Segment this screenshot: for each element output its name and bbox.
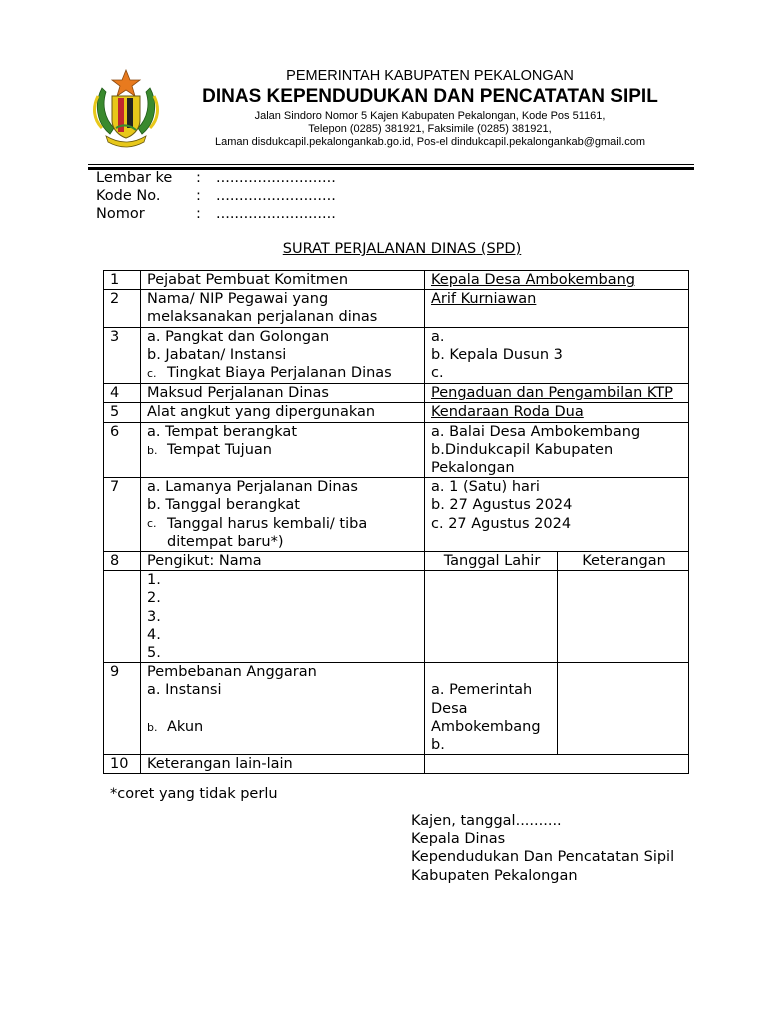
table-row: 3 a. Pangkat dan Golongan b. Jabatan/ Instansi c. Tingkat Biaya Perjalanan Dinas a. b. Kepala Dusun 3 c.	[104, 327, 689, 384]
table-row: 7 a. Lamanya Perjalanan Dinas b. Tanggal berangkat c. Tanggal harus kembali/ tiba ditempat baru*) a. 1 (Satu) hari b. 27 Agustus 2024 c. 27 Agustus 2024	[104, 478, 689, 552]
header-address: Jalan Sindoro Nomor 5 Kajen Kabupaten Pekalongan, Kode Pos 51161,	[254, 110, 606, 122]
table-row: 8 Pengikut: Nama Tanggal Lahir Keterangan	[104, 552, 689, 571]
meta-lembar: Lembar ke : ..........................	[96, 170, 336, 186]
signature-title-1: Kepala Dinas	[411, 831, 506, 847]
table-row: 2 Nama/ NIP Pegawai yang melaksanakan perjalanan dinas Arif Kurniawan	[104, 290, 689, 327]
header-phone: Telepon (0285) 381921, Faksimile (0285) 381921,	[308, 123, 552, 135]
table-row: 9 Pembebanan Anggaran a. Instansi b. Akun a. Pemerintah Desa Ambokembang b.	[104, 663, 689, 755]
table-row: 6 a. Tempat berangkat b. Tempat Tujuan a. Balai Desa Ambokembang b.Dindukcapil Kabupaten Pekalongan	[104, 422, 689, 478]
meta-nomor: Nomor : ..........................	[96, 206, 336, 222]
spd-table	[103, 270, 689, 774]
table-row: 1. 2. 3. 4. 5.	[104, 571, 689, 663]
document-title: SURAT PERJALANAN DINAS (SPD)	[282, 241, 522, 257]
table-row: 1 Pejabat Pembuat Komitmen Kepala Desa Ambokembang	[104, 271, 689, 290]
table-row: 10 Keterangan lain-lain	[104, 755, 689, 774]
footnote: *coret yang tidak perlu	[110, 786, 278, 802]
meta-kode: Kode No. : ..........................	[96, 188, 336, 204]
regency-emblem-icon	[92, 68, 160, 148]
header-agency: DINAS KEPENDUDUKAN DAN PENCATATAN SIPIL	[202, 86, 658, 107]
header-government: PEMERINTAH KABUPATEN PEKALONGAN	[286, 68, 574, 84]
table-row: 4 Maksud Perjalanan Dinas Pengaduan dan Pengambilan KTP	[104, 384, 689, 403]
signature-place-date: Kajen, tanggal..........	[411, 813, 562, 829]
signature-title-2: Kependudukan Dan Pencatatan Sipil	[411, 849, 675, 865]
signature-title-3: Kabupaten Pekalongan	[411, 868, 578, 884]
header-web: Laman disdukcapil.pekalongankab.go.id, Pos-el dindukcapil.pekalongankab@gmail.com	[214, 136, 646, 148]
header-rule-thin	[88, 164, 694, 165]
table-row: 5 Alat angkut yang dipergunakan Kendaraan Roda Dua	[104, 403, 689, 422]
